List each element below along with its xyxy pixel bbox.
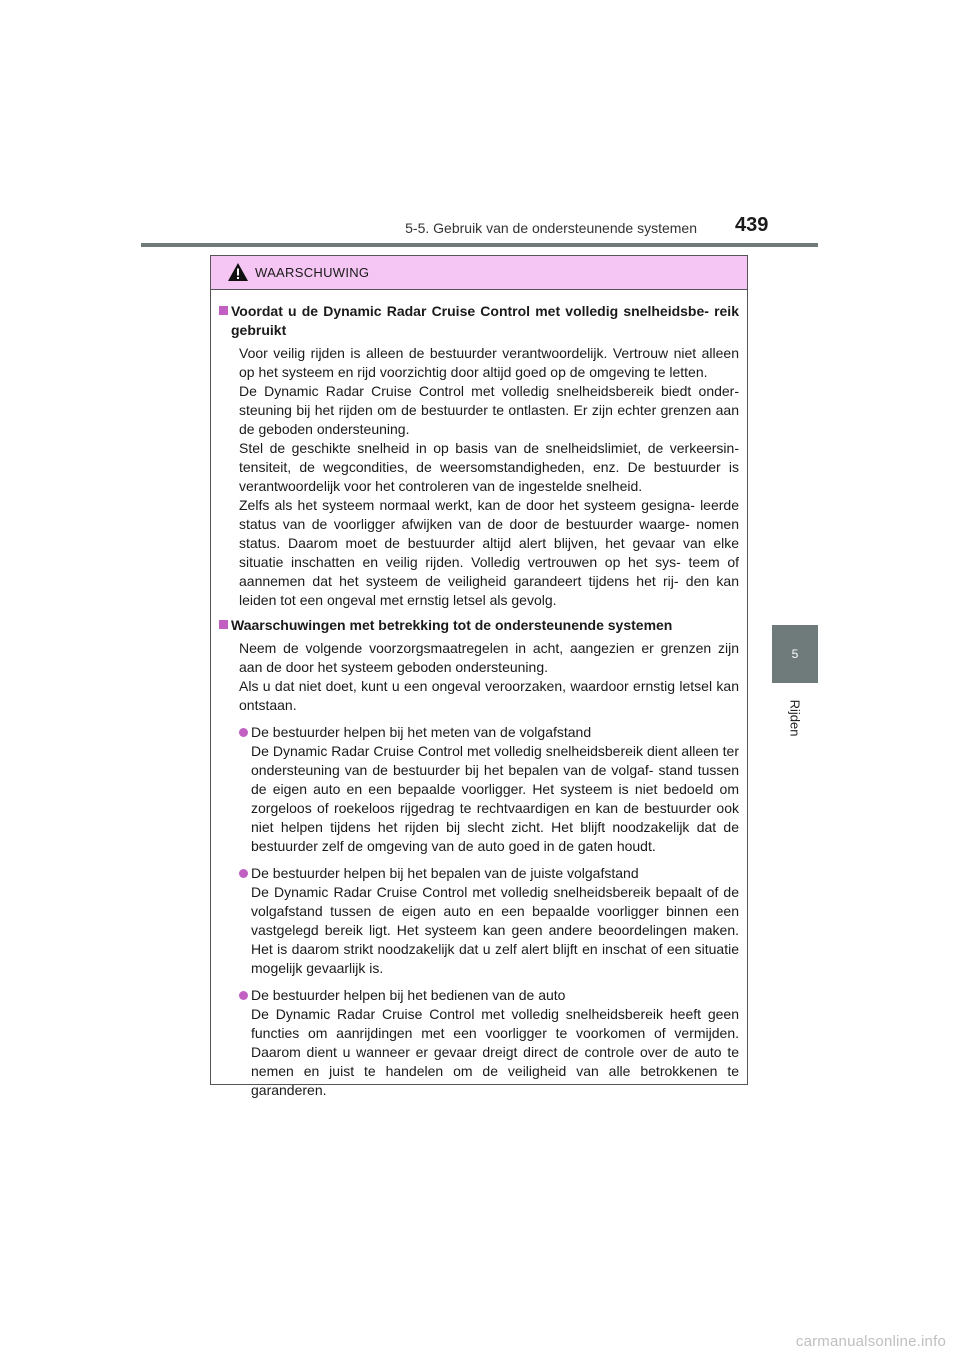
warning-title: WAARSCHUWING bbox=[255, 265, 370, 280]
section-heading-text: Waarschuwingen met betrekking tot de ondersteunende systemen bbox=[231, 617, 673, 633]
bullet-text: De Dynamic Radar Cruise Control met volledig snelheidsbereik dient alleen ter ondersteuning van de bestuurder bij het bepalen van de volgaf- stand tussen de eigen auto en een bepaalde voorligger. Het systeem is niet bedoeld om zorgeloos of roekeloos rijgedrag te rechtvaardigen en kan de bestuurder ook niet helpen tijdens het rijden bij slecht zicht. Het blijft noodzakelijk dat de bestuurder zelf de omgeving van de auto goed in de gaten houdt. bbox=[251, 743, 739, 854]
bullet-title: De bestuurder helpen bij het bedienen van de auto bbox=[251, 987, 566, 1003]
watermark: carmanualsonline.info bbox=[795, 1333, 946, 1350]
section-heading bbox=[219, 302, 739, 340]
square-bullet-icon bbox=[219, 620, 228, 629]
square-bullet-icon bbox=[219, 306, 228, 315]
list-item bbox=[239, 986, 739, 1100]
page-header-title: 5-5. Gebruik van de ondersteunende systemen bbox=[405, 220, 697, 236]
section-heading bbox=[219, 616, 739, 635]
bullet-text: De Dynamic Radar Cruise Control met volledig snelheidsbereik bepaalt of de volgafstand tussen de eigen auto en een bepaalde voorligger binnen een vastgelegd bereik ligt. Het systeem kan geen andere beoordelingen maken. Het is daarom strikt noodzakelijk dat u zelf alert blijft en inschat of een situatie mogelijk gevaarlijk is. bbox=[251, 884, 739, 976]
circle-bullet-icon bbox=[239, 869, 248, 878]
circle-bullet-icon bbox=[239, 991, 248, 1000]
bullet-title: De bestuurder helpen bij het bepalen van de juiste volgafstand bbox=[251, 865, 639, 881]
page-number: 439 bbox=[735, 214, 769, 236]
bullet-title: De bestuurder helpen bij het meten van de volgafstand bbox=[251, 724, 592, 740]
chapter-tab-number: 5 bbox=[772, 625, 818, 683]
header-rule bbox=[141, 243, 818, 247]
warning-box bbox=[210, 255, 748, 1098]
section-paragraph: Voor veilig rijden is alleen de bestuurder verantwoordelijk. Vertrouw niet alleen op het systeem en rijd voorzichtig door altijd goed op de omgeving te letten. De Dynamic Radar Cruise Control met volledig snelheidsbereik biedt onder- steuning bij het rijden om de bestuurder te ontlasten. Er zijn echter grenzen aan de geboden ondersteuning. Stel de geschikte snelheid in op basis van de snelheidslimiet, de verkeersin- tensiteit, de wegcondities, de weersomstandigheden, enz. De bestuurder is verantwoordelijk voor het controleren van de ingestelde snelheid. Zelfs als het systeem normaal werkt, kan de door het systeem gesigna- leerde status van de voorligger afwijken van de door de bestuurder waarge- nomen status. Daarom moet de bestuurder altijd alert blijven, het gevaar van elke situatie inschatten en veilig rijden. Volledig vertrouwen op het sys- teem of aannemen dat het systeem de veiligheid garandeert tijdens het rij- den kan leiden tot een ongeval met ernstig letsel als gevolg. bbox=[239, 345, 739, 608]
circle-bullet-icon bbox=[239, 728, 248, 737]
warning-header bbox=[211, 256, 747, 290]
section-paragraph: Neem de volgende voorzorgsmaatregelen in acht, aangezien er grenzen zijn aan de door het systeem geboden ondersteuning. Als u dat niet doet, kunt u een ongeval veroorzaken, waardoor ernstig letsel kan ontstaan. bbox=[239, 640, 739, 713]
section-heading-text: Voordat u de Dynamic Radar Cruise Control met volledig snelheidsbe- reik gebruikt bbox=[231, 303, 739, 338]
warning-body bbox=[211, 290, 747, 1100]
chapter-label: Rijden bbox=[787, 699, 803, 737]
warning-triangle-icon bbox=[227, 262, 249, 282]
chapter-label-box bbox=[772, 683, 818, 753]
list-item bbox=[239, 864, 739, 978]
bullet-text: De Dynamic Radar Cruise Control met volledig snelheidsbereik heeft geen functies om aanrijdingen met een voorligger te voorkomen of vermijden. Daarom dient u wanneer er gevaar dreigt direct de controle over de auto te nemen en juist te handelen om de veiligheid van alle betrokkenen te garanderen. bbox=[251, 1006, 739, 1098]
list-item bbox=[239, 723, 739, 856]
